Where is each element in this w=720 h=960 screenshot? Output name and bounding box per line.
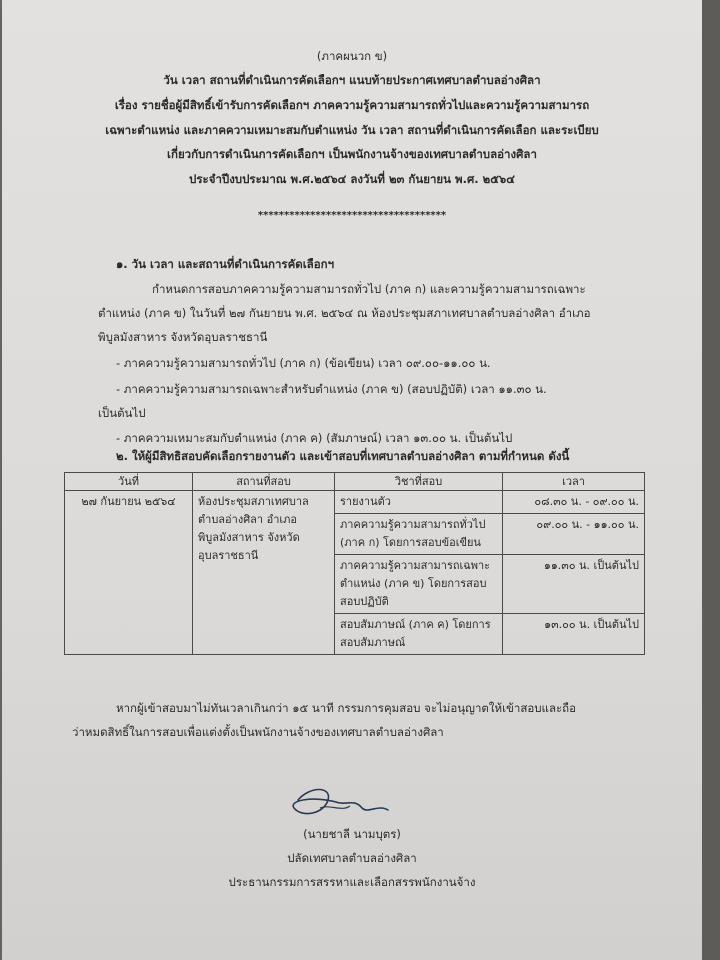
separator: ************************************: [257, 210, 447, 221]
title-line-2: เรื่อง รายชื่อผู้มีสิทธิ์เข้ารับการคัดเลือกฯ ภาคความรู้ความสามารถทั่วไปและความรู้ความสามารถ: [114, 98, 590, 112]
section1-item-2: - ภาคความรู้ความสามารถเฉพาะสำหรับตำแหน่ง (ภาค ข) (สอบปฏิบัติ) เวลา ๑๑.๓๐ น.: [116, 382, 547, 396]
section1-para-line-1: กำหนดการสอบภาคความรู้ความสามารถทั่วไป (ภาค ก) และความรู้ความสามารถเฉพาะ: [152, 282, 586, 296]
exam-date: ๒๗ กันยายน ๒๕๖๔: [65, 491, 193, 655]
header-time: เวลา: [503, 473, 645, 491]
title-line-4: เกี่ยวกับการดำเนินการคัดเลือกฯ เป็นพนักงานจ้างของเทศบาลตำบลอ่างศิลา: [167, 147, 537, 161]
exam-place: ห้องประชุมสภาเทศบาลตำบลอ่างศิลา อำเภอพิบูลมังสาหาร จังหวัดอุบลราชธานี: [193, 491, 335, 655]
section1-heading: ๑. วัน เวลา และสถานที่ดำเนินการคัดเลือกฯ: [116, 257, 335, 271]
time-cell: ๐๙.๐๐ น. - ๑๑.๐๐ น.: [503, 514, 645, 555]
section1-item-1: - ภาคความรู้ความสามารถทั่วไป (ภาค ก) (ข้อเขียน) เวลา ๐๙.๐๐-๑๑.๐๐ น.: [116, 356, 491, 370]
title-line-3: เฉพาะตำแหน่ง และภาคความเหมาะสมกับตำแหน่ง วัน เวลา สถานที่ดำเนินการคัดเลือก และระเบียบ: [105, 123, 599, 137]
subject-cell: สอบสัมภาษณ์ (ภาค ค) โดยการสอบสัมภาษณ์: [335, 614, 503, 655]
footer-note-line-2: ว่าหมดสิทธิ์ในการสอบเพื่อแต่งตั้งเป็นพนักงานจ้างของเทศบาลตำบลอ่างศิลา: [72, 725, 444, 739]
header-place: สถานที่สอบ: [193, 473, 335, 491]
signature-icon: [284, 778, 394, 828]
table-row: [65, 491, 645, 514]
title-line-5: ประจำปีงบประมาณ พ.ศ.๒๕๖๔ ลงวันที่ ๒๓ กันยายน พ.ศ. ๒๕๖๔: [189, 172, 515, 186]
section1-para-line-3: พิบูลมังสาหาร จังหวัดอุบลราชธานี: [98, 330, 268, 344]
signer-name: (นายชาลี นามบุตร): [303, 827, 401, 841]
section1-item-3: - ภาคความเหมาะสมกับตำแหน่ง (ภาค ค) (สัมภาษณ์) เวลา ๑๓.๐๐ น. เป็นต้นไป: [116, 431, 513, 445]
time-cell: ๑๓.๐๐ น. เป็นต้นไป: [503, 614, 645, 655]
document-page: [2, 0, 702, 960]
table-header-row: [65, 473, 645, 491]
subject-cell: ภาคความรู้ความสามารถทั่วไป (ภาค ก) โดยการสอบข้อเขียน: [335, 514, 503, 555]
subject-cell: รายงานตัว: [335, 491, 503, 514]
footer-note-line-1: หากผู้เข้าสอบมาไม่ทันเวลาเกินกว่า ๑๕ นาที กรรมการคุมสอบ จะไม่อนุญาตให้เข้าสอบและถือ: [116, 701, 577, 715]
time-cell: ๐๘.๓๐ น. - ๐๙.๐๐ น.: [503, 491, 645, 514]
signer-title-1: ปลัดเทศบาลตำบลอ่างศิลา: [287, 851, 417, 865]
section1-para-line-2: ตำแหน่ง (ภาค ข) ในวันที่ ๒๗ กันยายน พ.ศ. ๒๕๖๔ ณ ห้องประชุมสภาเทศบาลตำบลอ่างศิลา อำเภอ: [98, 306, 591, 320]
schedule-table: [64, 472, 645, 655]
time-cell: ๑๑.๓๐ น. เป็นต้นไป: [503, 555, 645, 614]
background-edge: [702, 0, 720, 960]
section2-heading: ๒. ให้ผู้มีสิทธิสอบคัดเลือกรายงานตัว และเข้าสอบที่เทศบาลตำบลอ่างศิลา ตามที่กำหนด ดังนี้: [116, 449, 570, 463]
header-date: วันที่: [65, 473, 193, 491]
annex-label: (ภาคผนวก ข): [316, 49, 388, 63]
section1-item-2-cont: เป็นต้นไป: [98, 406, 146, 420]
subject-cell: ภาคความรู้ความสามารถเฉพาะตำแหน่ง (ภาค ข) โดยการสอบสอบปฏิบัติ: [335, 555, 503, 614]
title-line-1: วัน เวลา สถานที่ดำเนินการคัดเลือกฯ แนบท้ายประกาศเทศบาลตำบลอ่างศิลา: [163, 73, 541, 87]
header-subject: วิชาที่สอบ: [335, 473, 503, 491]
signer-title-2: ประธานกรรมการสรรหาและเลือกสรรพนักงานจ้าง: [228, 875, 476, 889]
